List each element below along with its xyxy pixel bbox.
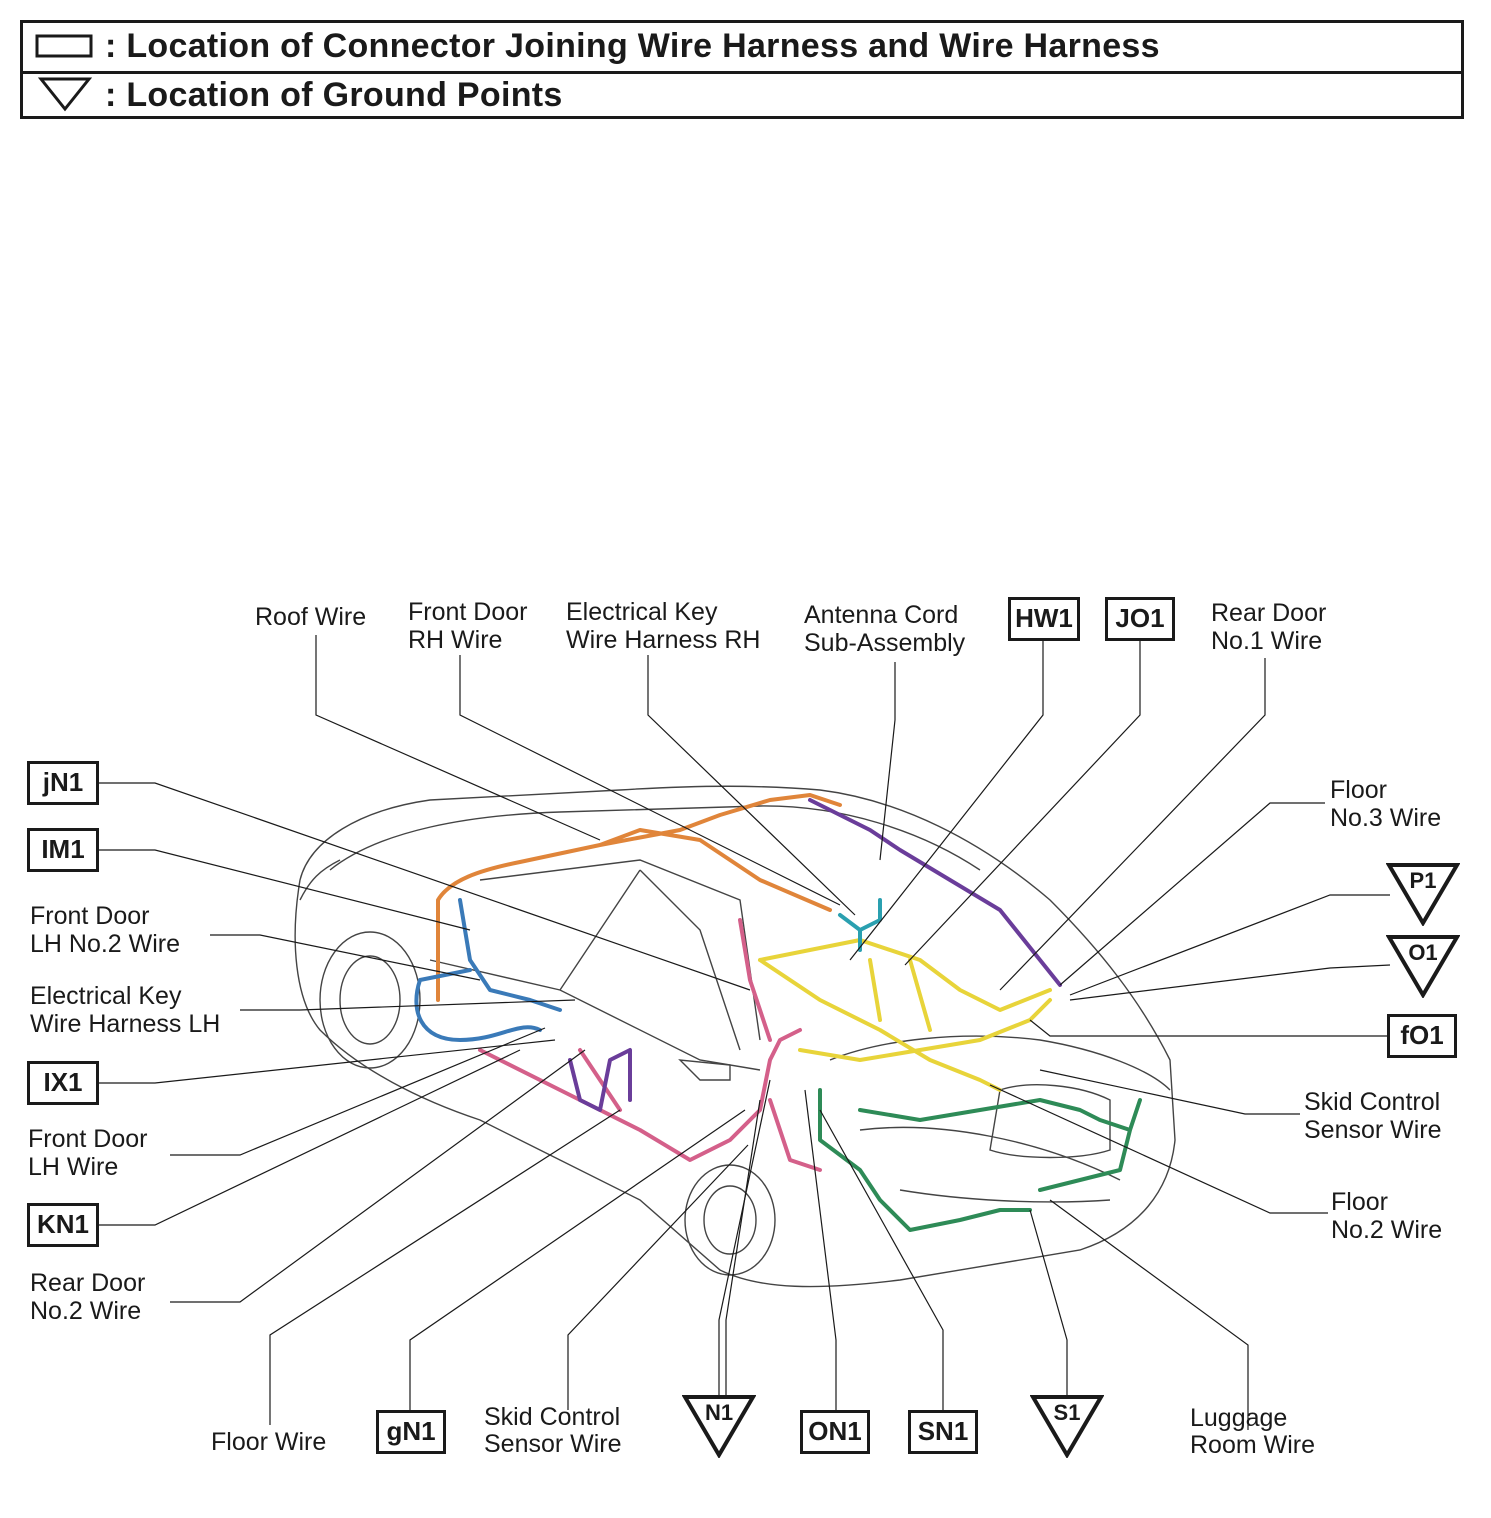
luggage-room-harness bbox=[820, 1090, 1140, 1230]
connector-IM1: IM1 bbox=[27, 828, 99, 872]
ground-P1 bbox=[1386, 862, 1460, 926]
ground-N1-label: N1 bbox=[704, 1400, 734, 1425]
label-front-door-lh2-line1: Front Door bbox=[30, 902, 150, 930]
legend-connector-text: : Location of Connector Joining Wire Harness and Wire Harness bbox=[105, 27, 1160, 65]
ground-P1-label: P1 bbox=[1409, 868, 1437, 893]
ground-S1 bbox=[1030, 1394, 1104, 1458]
label-antenna-line1: Antenna Cord bbox=[804, 601, 959, 629]
leader-lines bbox=[98, 635, 1390, 1430]
ground-O1 bbox=[1386, 934, 1460, 998]
label-skid-right-line2: Sensor Wire bbox=[1304, 1116, 1442, 1144]
label-front-door-rh-line2: RH Wire bbox=[408, 626, 503, 654]
purple-roof-harness bbox=[810, 800, 1060, 985]
label-floor3-line2: No.3 Wire bbox=[1330, 804, 1442, 832]
label-luggage-line2: Room Wire bbox=[1190, 1431, 1316, 1459]
label-skid-right-line1: Skid Control bbox=[1304, 1088, 1441, 1116]
connector-gN1: gN1 bbox=[376, 1410, 446, 1454]
ground-S1-label: S1 bbox=[1053, 1400, 1081, 1425]
legend-ground-text: : Location of Ground Points bbox=[105, 76, 563, 114]
connector-IX1: IX1 bbox=[27, 1061, 99, 1105]
label-antenna-line2: Sub-Assembly bbox=[804, 629, 966, 657]
label-ekey-lh-line1: Electrical Key bbox=[30, 982, 182, 1010]
connector-JO1: JO1 bbox=[1105, 597, 1175, 641]
connector-jN1: jN1 bbox=[27, 761, 99, 805]
label-front-door-rh-line1: Front Door bbox=[408, 598, 528, 626]
label-front-door-lh-line2: LH Wire bbox=[28, 1153, 119, 1181]
connector-KN1: KN1 bbox=[27, 1203, 99, 1247]
connector-HW1: HW1 bbox=[1008, 597, 1080, 641]
label-skid-bottom-line2: Sensor Wire bbox=[484, 1430, 622, 1458]
connector-SN1: SN1 bbox=[908, 1410, 978, 1454]
roof-wire-harness bbox=[438, 795, 840, 1000]
label-ekey-rh-line2: Wire Harness RH bbox=[566, 626, 761, 654]
label-rear-door1-line2: No.1 Wire bbox=[1211, 627, 1323, 655]
floor-no2-harness bbox=[760, 940, 1050, 1090]
label-front-door-lh-line1: Front Door bbox=[28, 1125, 148, 1153]
label-floor2-line2: No.2 Wire bbox=[1331, 1216, 1443, 1244]
label-skid-bottom-line1: Skid Control bbox=[484, 1403, 621, 1431]
label-floor-wire: Floor Wire bbox=[211, 1428, 327, 1456]
label-ekey-lh-line2: Wire Harness LH bbox=[30, 1010, 221, 1038]
label-floor3-line1: Floor bbox=[1330, 776, 1387, 804]
ground-O1-label: O1 bbox=[1408, 940, 1438, 965]
label-luggage-line1: Luggage bbox=[1190, 1404, 1288, 1432]
label-rear-door2-line1: Rear Door bbox=[30, 1269, 146, 1297]
connector-ON1: ON1 bbox=[800, 1410, 870, 1454]
label-ekey-rh-line1: Electrical Key bbox=[566, 598, 718, 626]
label-front-door-lh2-line2: LH No.2 Wire bbox=[30, 930, 181, 958]
label-rear-door1-line1: Rear Door bbox=[1211, 599, 1327, 627]
ground-N1 bbox=[682, 1394, 756, 1458]
connector-fO1: fO1 bbox=[1387, 1014, 1457, 1058]
label-rear-door2-line2: No.2 Wire bbox=[30, 1297, 142, 1325]
label-roof-wire: Roof Wire bbox=[255, 603, 367, 631]
label-floor2-line1: Floor bbox=[1331, 1188, 1388, 1216]
